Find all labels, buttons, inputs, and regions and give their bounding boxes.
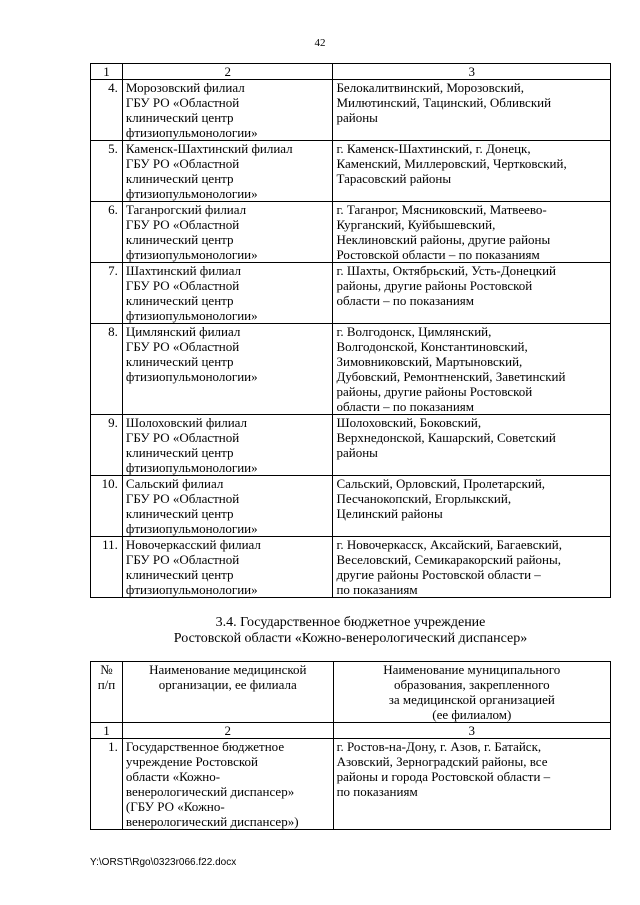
- territory-line: Дубовский, Ремонтненский, Заветинский: [336, 369, 566, 384]
- col-territory-header: 3: [333, 64, 611, 80]
- organization-line: ГБУ РО «Областной: [125, 278, 240, 293]
- territory-line: г. Ростов-на-Дону, г. Азов, г. Батайск,: [336, 739, 542, 754]
- organization-cell: [122, 263, 333, 324]
- col-territory-header: 3: [333, 723, 610, 739]
- branches-table: [90, 63, 611, 598]
- section-heading-line2: Ростовской области «Кожно-венерологический диспансер»: [173, 631, 528, 646]
- organization-line: Морозовский филиал: [125, 80, 245, 95]
- col-number-title: [91, 662, 123, 723]
- organization-line: венерологический диспансер»: [125, 784, 295, 799]
- row-number: 8.: [91, 324, 123, 415]
- organization-line: Государственное бюджетное: [125, 739, 285, 754]
- territory-cell: [333, 263, 611, 324]
- organization-line: клинический центр: [125, 293, 234, 308]
- territory-line: районы, другие районы Ростовской: [336, 384, 533, 399]
- row-number: 10.: [91, 476, 123, 537]
- territory-line: Сальский, Орловский, Пролетарский,: [336, 476, 546, 491]
- row-number: 11.: [91, 537, 123, 598]
- table-row: [91, 537, 611, 598]
- territory-cell: [333, 324, 611, 415]
- header-line: за медицинской организацией: [388, 692, 555, 707]
- organization-line: клинический центр: [125, 232, 234, 247]
- header-line: №: [100, 662, 113, 677]
- dispensary-table: [90, 661, 611, 830]
- row-number: 5.: [91, 141, 123, 202]
- territory-cell: [333, 202, 611, 263]
- territory-line: г. Новочеркасск, Аксайский, Багаевский,: [336, 537, 562, 552]
- territory-line: Азовский, Зерноградский районы, все: [336, 754, 548, 769]
- organization-line: фтизиопульмонологии»: [125, 186, 258, 201]
- territory-cell: [333, 415, 611, 476]
- table-row: [91, 476, 611, 537]
- organization-line: фтизиопульмонологии»: [125, 460, 258, 475]
- col-number-header: 1: [91, 64, 123, 80]
- territory-line: другие районы Ростовской области –: [336, 567, 541, 582]
- territory-line: районы, другие районы Ростовской: [336, 278, 533, 293]
- territory-line: Ростовской области – по показаниям: [336, 247, 540, 262]
- organization-line: фтизиопульмонологии»: [125, 521, 258, 536]
- territory-line: Каменский, Миллеровский, Чертковский,: [336, 156, 567, 171]
- territory-line: области – по показаниям: [336, 293, 475, 308]
- organization-line: ГБУ РО «Областной: [125, 95, 240, 110]
- organization-line: области «Кожно-: [125, 769, 221, 784]
- row-number: 7.: [91, 263, 123, 324]
- row-number: 6.: [91, 202, 123, 263]
- organization-line: клинический центр: [125, 110, 234, 125]
- organization-line: Новочеркасский филиал: [125, 537, 261, 552]
- territory-line: Веселовский, Семикаракорский районы,: [336, 552, 561, 567]
- table-row: [91, 415, 611, 476]
- header-line: организации, ее филиала: [158, 677, 297, 692]
- organization-line: Шахтинский филиал: [125, 263, 242, 278]
- organization-line: фтизиопульмонологии»: [125, 582, 258, 597]
- page-number: 42: [314, 37, 326, 49]
- territory-line: Неклиновский районы, другие районы: [336, 232, 551, 247]
- file-path-footer: Y:\ORST\Rgo\0323r066.f22.docx: [90, 857, 237, 868]
- territory-line: районы: [336, 445, 378, 460]
- table-header-row: [91, 723, 611, 739]
- organization-line: клинический центр: [125, 445, 234, 460]
- territory-line: Белокалитвинский, Морозовский,: [336, 80, 524, 95]
- col-organization-title: [122, 662, 333, 723]
- territory-line: области – по показаниям: [336, 399, 475, 414]
- col-organization-header: 2: [122, 64, 333, 80]
- table-title-row: [91, 662, 611, 723]
- col-number-header: 1: [91, 723, 123, 739]
- organization-line: фтизиопульмонологии»: [125, 369, 258, 384]
- organization-cell: [122, 739, 333, 830]
- territory-line: г. Каменск-Шахтинский, г. Донецк,: [336, 141, 531, 156]
- section-heading: [90, 615, 611, 647]
- territory-line: Целинский районы: [336, 506, 443, 521]
- territory-line: Шолоховский, Боковский,: [336, 415, 482, 430]
- territory-line: г. Шахты, Октябрьский, Усть-Донецкий: [336, 263, 557, 278]
- organization-cell: [122, 537, 333, 598]
- organization-cell: [122, 476, 333, 537]
- organization-line: ГБУ РО «Областной: [125, 339, 240, 354]
- organization-line: учреждение Ростовской: [125, 754, 258, 769]
- table-row: [91, 263, 611, 324]
- organization-line: фтизиопульмонологии»: [125, 125, 258, 140]
- header-line: Наименование медицинской: [149, 662, 307, 677]
- territory-line: Тарасовский районы: [336, 171, 452, 186]
- organization-line: фтизиопульмонологии»: [125, 247, 258, 262]
- row-number: 9.: [91, 415, 123, 476]
- organization-line: Каменск-Шахтинский филиал: [125, 141, 293, 156]
- header-line: Наименование муниципального: [383, 662, 561, 677]
- section-heading-line1: 3.4. Государственное бюджетное учреждение: [215, 615, 486, 630]
- header-line: (ее филиалом): [432, 707, 512, 722]
- territory-line: по показаниям: [336, 582, 418, 597]
- organization-line: клинический центр: [125, 354, 234, 369]
- organization-line: (ГБУ РО «Кожно-: [125, 799, 225, 814]
- organization-cell: [122, 415, 333, 476]
- organization-cell: [122, 80, 333, 141]
- territory-cell: [333, 476, 611, 537]
- organization-line: ГБУ РО «Областной: [125, 217, 240, 232]
- organization-line: Шолоховский филиал: [125, 415, 248, 430]
- territory-line: Верхнедонской, Кашарский, Советский: [336, 430, 556, 445]
- organization-cell: [122, 202, 333, 263]
- table-row: [91, 80, 611, 141]
- territory-line: по показаниям: [336, 784, 418, 799]
- organization-line: клинический центр: [125, 506, 234, 521]
- organization-cell: [122, 324, 333, 415]
- table-row: [91, 202, 611, 263]
- organization-line: ГБУ РО «Областной: [125, 552, 240, 567]
- organization-line: Сальский филиал: [125, 476, 224, 491]
- table-header-row: [91, 64, 611, 80]
- organization-line: Цимлянский филиал: [125, 324, 241, 339]
- territory-line: Зимовниковский, Мартыновский,: [336, 354, 523, 369]
- territory-line: районы: [336, 110, 378, 125]
- territory-cell: [333, 80, 611, 141]
- header-line: п/п: [97, 677, 116, 692]
- row-number: 1.: [91, 739, 123, 830]
- row-number: 4.: [91, 80, 123, 141]
- organization-line: венерологический диспансер»): [125, 814, 299, 829]
- organization-line: Таганрогский филиал: [125, 202, 247, 217]
- table-row: [91, 324, 611, 415]
- col-organization-header: 2: [122, 723, 333, 739]
- organization-line: ГБУ РО «Областной: [125, 491, 240, 506]
- territory-line: районы и города Ростовской области –: [336, 769, 551, 784]
- territory-line: г. Волгодонск, Цимлянский,: [336, 324, 492, 339]
- table-row: [91, 141, 611, 202]
- organization-line: клинический центр: [125, 567, 234, 582]
- territory-line: Волгодонской, Константиновский,: [336, 339, 528, 354]
- organization-line: ГБУ РО «Областной: [125, 156, 240, 171]
- header-line: образования, закрепленного: [393, 677, 550, 692]
- territory-line: г. Таганрог, Мясниковский, Матвеево-: [336, 202, 547, 217]
- territory-line: Милютинский, Тацинский, Обливский: [336, 95, 552, 110]
- territory-cell: [333, 141, 611, 202]
- territory-cell: [333, 739, 610, 830]
- organization-cell: [122, 141, 333, 202]
- territory-cell: [333, 537, 611, 598]
- organization-line: фтизиопульмонологии»: [125, 308, 258, 323]
- table-row: [91, 739, 611, 830]
- territory-line: Курганский, Куйбышевский,: [336, 217, 496, 232]
- organization-line: клинический центр: [125, 171, 234, 186]
- territory-line: Песчанокопский, Егорлыкский,: [336, 491, 512, 506]
- organization-line: ГБУ РО «Областной: [125, 430, 240, 445]
- col-territory-title: [333, 662, 610, 723]
